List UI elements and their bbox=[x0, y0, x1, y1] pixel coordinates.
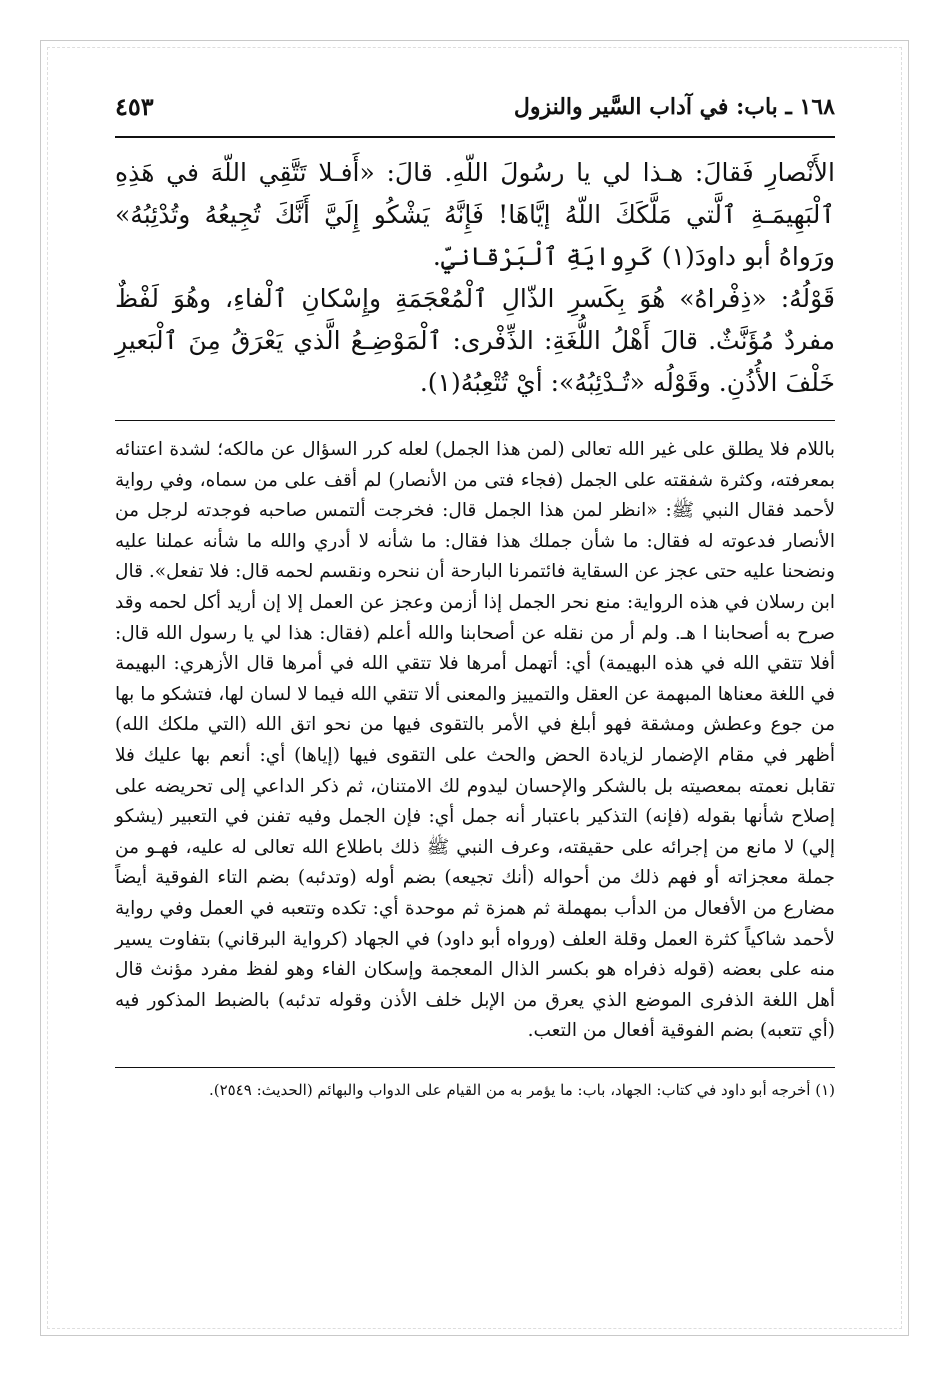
commentary bbox=[115, 435, 835, 1047]
main-text bbox=[115, 152, 835, 404]
page-header bbox=[115, 90, 835, 138]
footnote: (١) أخرجه أبو داود في كتاب: الجهاد، باب: ما يؤمر به من القيام على الدواب والبهائم (الحديث: ٢٥٤٩). bbox=[208, 1080, 835, 1099]
page-number: ٤٥٣ bbox=[115, 92, 154, 121]
main-paragraph: قَوْلُهُ: «ذِفْراهُ» هُوَ بِكَسرِ الذّالِ ٱلْمُعْجَمَةِ وإِسْكانِ ٱلْفاءِ، وهُوَ لَفْظٌ مفردٌ مُؤَنَّثٌ. قالَ أَهْلُ اللُّغَةِ: الذِّفْرى: ٱلْمَوْضِـعُ الَّذي يَعْرَقُ مِنَ ٱلْبَعيرِ خَلْفَ الأُذُنِ. وقَوْلُه «تُـدْئِبُهُ»: أيْ تُتْعِبُهُ(١). bbox=[115, 284, 835, 397]
main-paragraph: الأَنْصارِ فَقالَ: هـذا لي يا رسُولَ اللّهِ. قالَ: «أَفـلا تَتَّقِي اللّهَ في هَذِهِ ٱلْبَهِيمَـةِ ٱلَّتي مَلَّكَكَ اللّهُ إيَّاهَا! فَإِنَّهُ يَشْكُو إِلَيَّ أَنَّكَ تُجِيعُهُ وتُدْئِبُهُ» ورَواهُ أبو داودَ(١) كَرِوايَةِ ٱلْبَرْقانيِّ. bbox=[115, 158, 835, 271]
commentary-paragraph: باللام فلا يطلق على غير الله تعالى (لمن هذا الجمل) لعله كرر السؤال عن مالكه؛ لشدة اعتنائه بمعرفته، وكثرة شفقته على الجمل (فجاء فتى من الأنصار) لم أقف على من سماه، وفي رواية لأحمد فقال النبي ﷺ: «انظر لمن هذا الجمل قال: فخرجت ألتمس صاحبه فوجدته لرجل من الأنصار فدعوته له فقال: ما شأن جملك هذا فقال: ما شأنه لا أدري والله ما شأنه عملنا عليه ونضحنا عليه حتى عجز عن السقاية فائتمرنا البارحة أن ننحره ونقسم لحمه قال: فلا تفعل». قال ابن رسلان في هذه الرواية: منع نحر الجمل إذا أزمن وعجز عن العمل إلا إن أريد أكل لحمه وقد صرح به أصحابنا ا هـ. ولم أر من نقله عن أصحابنا والله أعلم (فقال: هذا لي يا رسول الله قال: أفلا تتقي الله في هذه البهيمة) أي: أتهمل أمرها فلا تتقي الله في أمرها قال الأزهري: البهيمة في اللغة معناها المبهمة عن العقل والتمييز والمعنى ألا تتقي الله فيما لا لسان لها، فتشكو ما بها من جوع وعطش ومشقة فهو أبلغ في الأمر بالتقوى فيها من نحو اتق الله (التي ملكك الله) أظهر في مقام الإضمار لزيادة الحض والحث على التقوى فيها (إياها) أي: أنعم بها عليك فلا تقابل نعمته بمعصيته بل بالشكر والإحسان ليدوم لك الامتنان، ثم ذكر الداعي إلى تحريضه على إصلاح شأنها بقوله (فإنه) التذكير باعتبار أنه جمل أي: فإن الجمل وفيه تفنن في التعبير (يشكو إلي) لا مانع من إجرائه على حقيقته، وعرف النبي ﷺ ذلك باطلاع الله تعالى له عليه، فهـو من جملة معجزاته أو فهم ذلك من أحواله (أنك تجيعه) بضم أوله (وتدئبه) بضم التاء الفوقية أيضاً مضارع من الأفعال من الدأب بمهملة ثم همزة ثم موحدة أي: تكده وتتعبه في العمل وفي رواية لأحمد شاكياً كثرة العمل وقلة العلف (ورواه أبو داود) في الجهاد (كرواية البرقاني) بتفاوت يسير منه على بعضه (قوله ذفراه هو بكسر الذال المعجمة وإسكان الفاء وهو لفظ مفرد مؤنث قال أهل اللغة الذفرى الموضع الذي يعرق من الإبل خلف الأذن وقوله تدئبه) بالضبط المذكور فيه (أي تتعبه) بضم الفوقية أفعال من التعب. bbox=[115, 439, 835, 1042]
footnote-divider bbox=[115, 1067, 835, 1068]
book-page bbox=[115, 90, 835, 1300]
running-head: ١٦٨ ـ باب: في آداب السَّير والنزول bbox=[513, 94, 835, 120]
section-divider bbox=[115, 420, 835, 421]
